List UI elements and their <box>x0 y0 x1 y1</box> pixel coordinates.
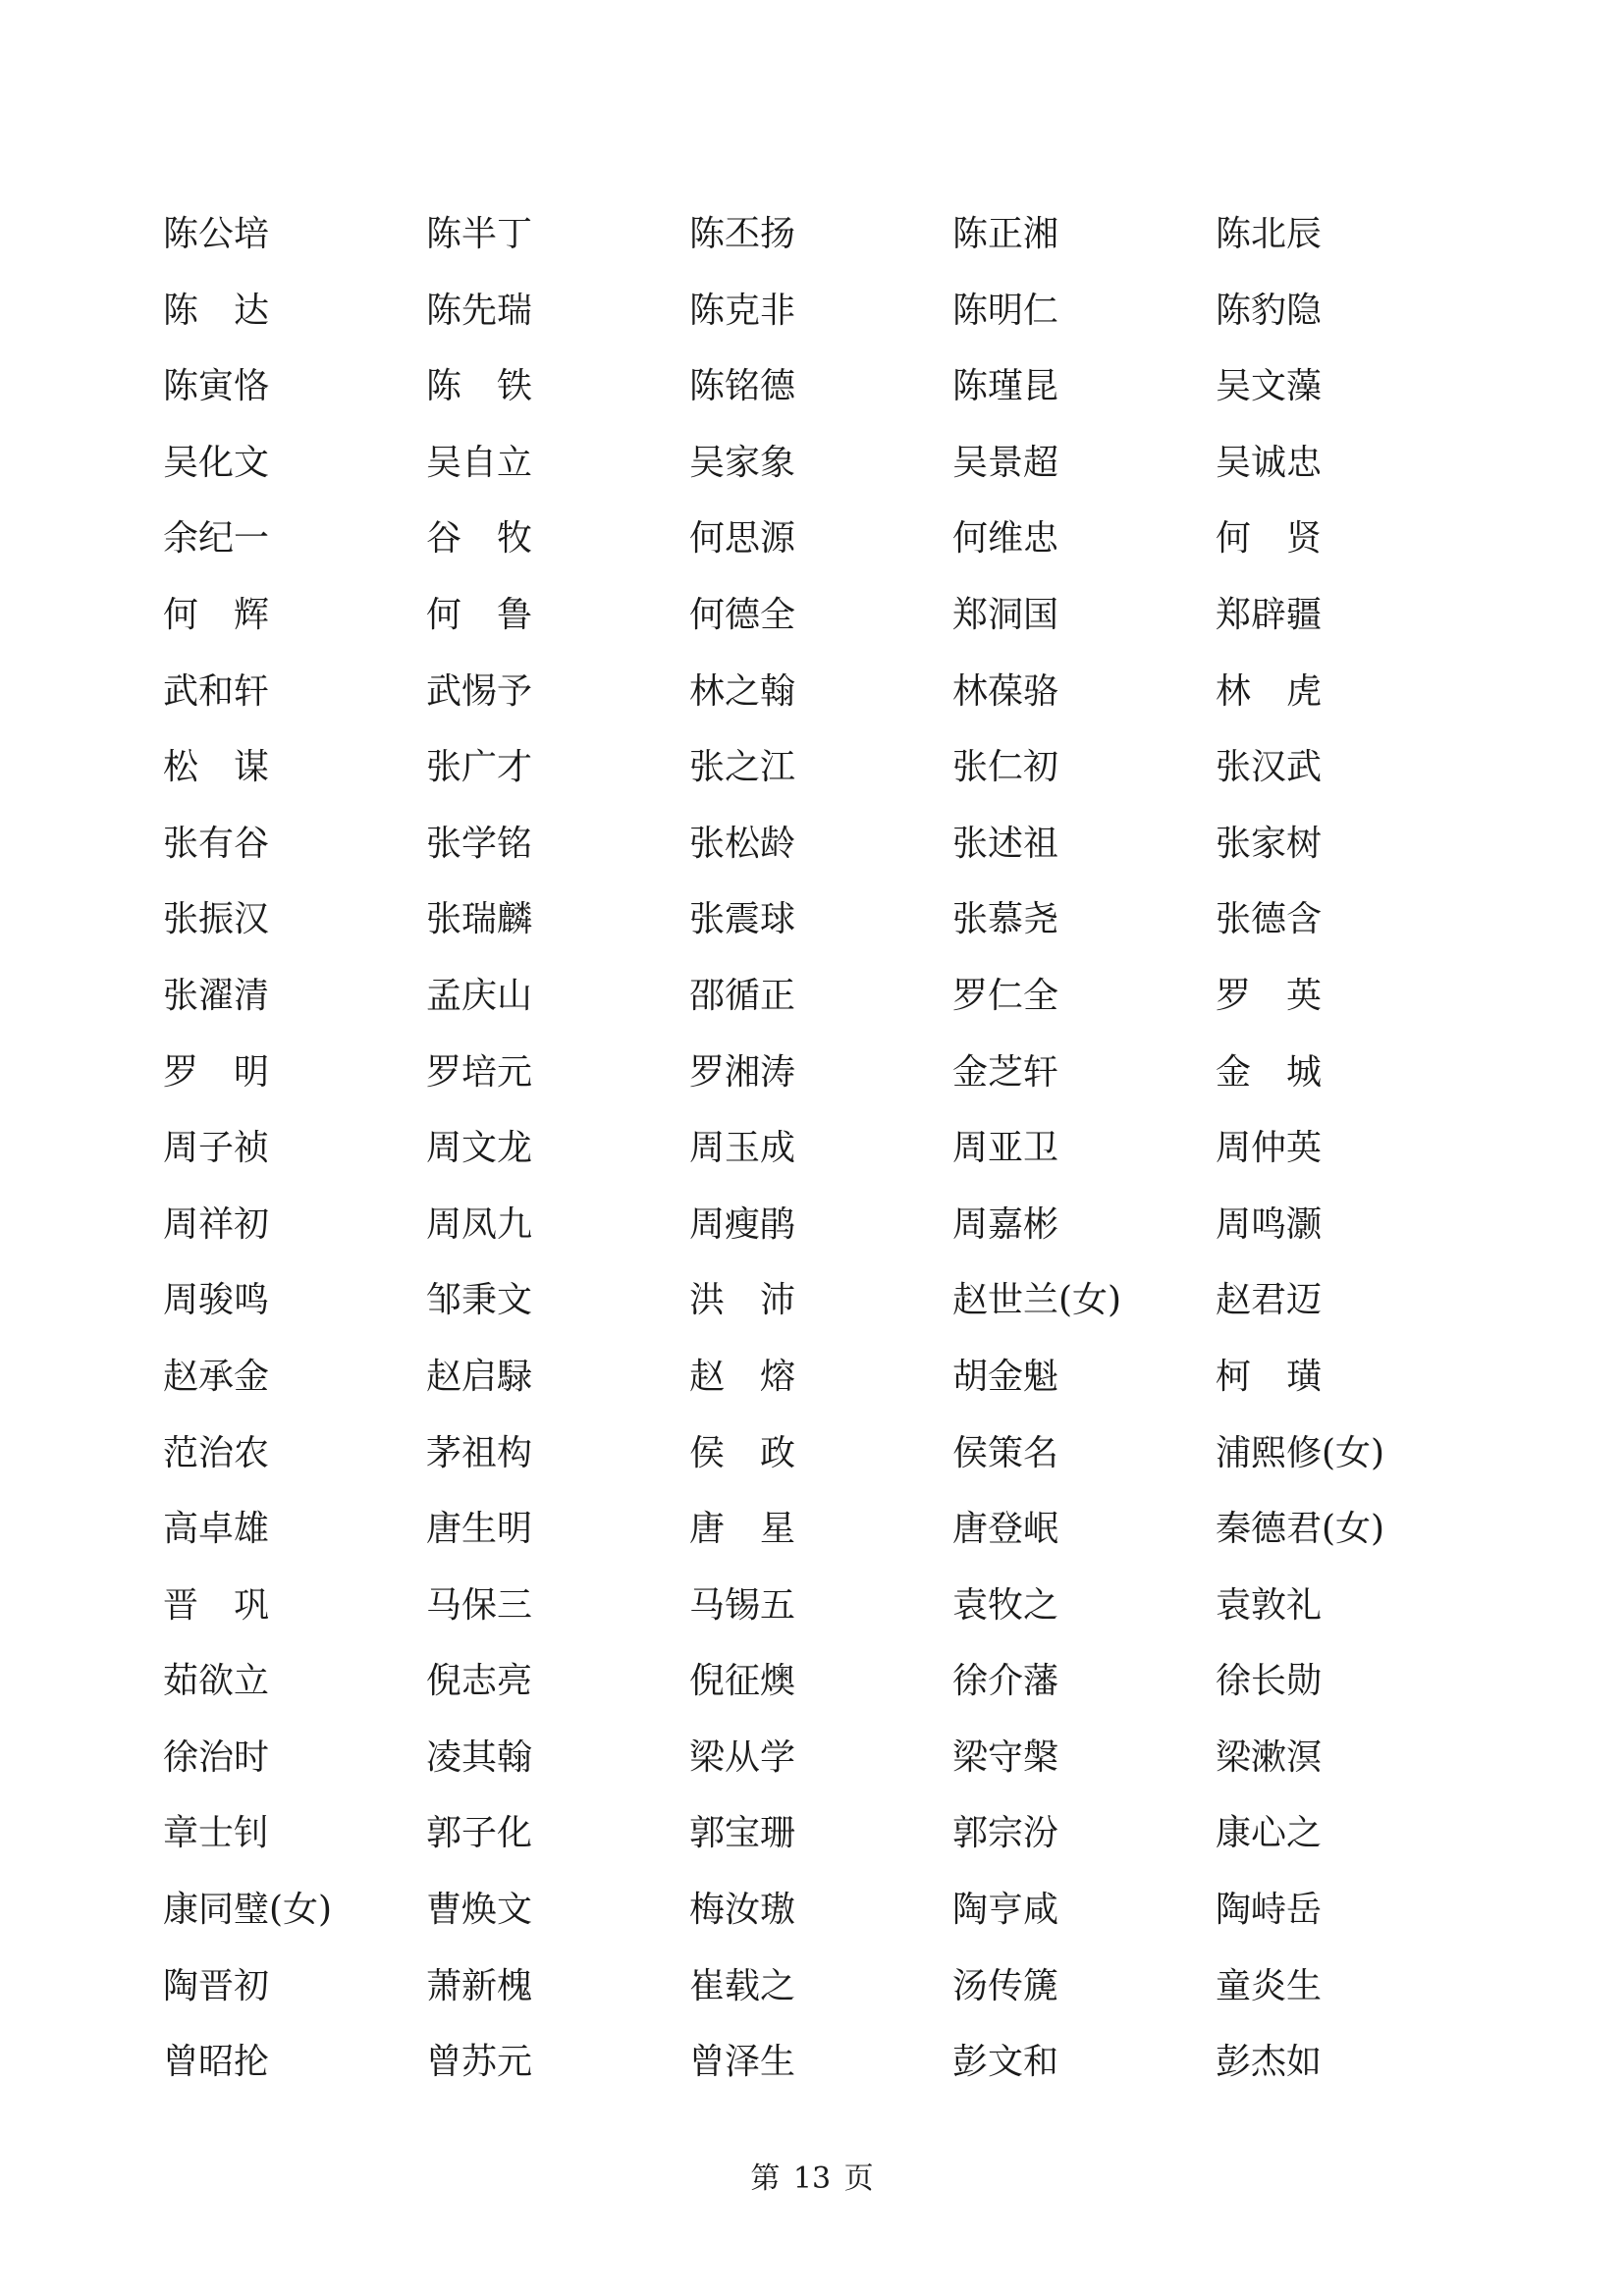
name-entry: 罗培元 <box>426 1051 533 1093</box>
name-entry: 茅祖构 <box>426 1432 533 1473</box>
name-entry: 陶亨咸 <box>952 1890 1059 1931</box>
name-entry: 童炎生 <box>1216 1965 1323 2006</box>
name-entry: 罗仁全 <box>952 975 1059 1016</box>
name-entry: 郭子化 <box>426 1813 533 1854</box>
name-entry: 邵循正 <box>689 975 796 1016</box>
name-entry: 孟庆山 <box>426 975 533 1016</box>
name-entry: 梁从学 <box>689 1736 796 1778</box>
name-entry: 康心之 <box>1216 1813 1323 1854</box>
name-entry: 何 辉 <box>163 594 270 635</box>
name-entry: 陈 铁 <box>426 366 533 407</box>
name-entry: 郑辟疆 <box>1216 594 1323 635</box>
name-entry: 马锡五 <box>689 1584 796 1626</box>
name-entry: 张振汉 <box>163 899 270 940</box>
name-entry: 周凤九 <box>426 1203 533 1245</box>
name-entry: 梁守槃 <box>952 1736 1059 1778</box>
name-entry: 陈瑾昆 <box>952 366 1059 407</box>
name-entry: 张震球 <box>689 899 796 940</box>
name-entry: 曾苏元 <box>426 2042 533 2083</box>
name-entry: 郭宗汾 <box>952 1813 1059 1854</box>
name-entry: 周仲英 <box>1216 1128 1323 1169</box>
name-entry: 周子祯 <box>163 1128 270 1169</box>
name-entry: 晋 巩 <box>163 1584 270 1626</box>
name-entry: 梅汝璈 <box>689 1890 796 1931</box>
name-entry: 罗湘涛 <box>689 1051 796 1093</box>
name-entry: 吴诚忠 <box>1216 442 1323 483</box>
name-entry: 洪 沛 <box>689 1280 796 1321</box>
name-entry: 周骏鸣 <box>163 1280 270 1321</box>
name-entry: 武和轩 <box>163 670 270 712</box>
name-entry: 陈豹隐 <box>1216 290 1323 331</box>
name-entry: 陈铭德 <box>689 366 796 407</box>
name-entry: 何 贤 <box>1216 518 1323 560</box>
name-entry: 梁漱溟 <box>1216 1736 1323 1778</box>
name-entry: 秦德君(女) <box>1216 1509 1385 1550</box>
name-entry: 张广才 <box>426 747 533 788</box>
name-entry: 林 虎 <box>1216 670 1323 712</box>
name-entry: 何 鲁 <box>426 594 533 635</box>
name-entry: 陈公培 <box>163 214 270 254</box>
name-entry: 罗 明 <box>163 1051 270 1093</box>
name-entry: 武惕予 <box>426 670 533 712</box>
name-entry: 张德含 <box>1216 899 1323 940</box>
name-entry: 萧新槐 <box>426 1965 533 2006</box>
name-entry: 唐登岷 <box>952 1509 1059 1550</box>
name-entry: 胡金魁 <box>952 1356 1059 1397</box>
name-entry: 赵君迈 <box>1216 1280 1323 1321</box>
name-entry: 郭宝珊 <box>689 1813 796 1854</box>
name-entry: 周鸣灏 <box>1216 1203 1323 1245</box>
name-entry: 周祥初 <box>163 1203 270 1245</box>
name-entry: 林之翰 <box>689 670 796 712</box>
name-entry: 吴文藻 <box>1216 366 1323 407</box>
name-entry: 徐介藩 <box>952 1661 1059 1702</box>
name-entry: 唐 星 <box>689 1509 796 1550</box>
name-entry: 彭文和 <box>952 2042 1059 2083</box>
name-entry: 茹欲立 <box>163 1661 270 1702</box>
name-entry: 松 谋 <box>163 747 270 788</box>
name-entry: 张慕尧 <box>952 899 1059 940</box>
name-entry: 陈正湘 <box>952 214 1059 254</box>
name-entry: 张汉武 <box>1216 747 1323 788</box>
name-entry: 曹焕文 <box>426 1890 533 1931</box>
name-entry: 陈北辰 <box>1216 214 1323 254</box>
name-entry: 张松龄 <box>689 823 796 864</box>
name-entry: 郑洞国 <box>952 594 1059 635</box>
name-entry: 侯 政 <box>689 1432 796 1473</box>
name-entry: 金芝轩 <box>952 1051 1059 1093</box>
name-entry: 袁牧之 <box>952 1584 1059 1626</box>
name-entry: 赵启騄 <box>426 1356 533 1397</box>
name-entry: 倪征燠 <box>689 1661 796 1702</box>
name-entry: 徐长勋 <box>1216 1661 1323 1702</box>
name-entry: 周玉成 <box>689 1128 796 1169</box>
name-entry: 余纪一 <box>163 518 270 560</box>
name-entry: 谷 牧 <box>426 518 533 560</box>
name-entry: 金 城 <box>1216 1051 1323 1093</box>
name-entry: 曾昭抡 <box>163 2042 270 2083</box>
name-entry: 吴自立 <box>426 442 533 483</box>
name-entry: 赵承金 <box>163 1356 270 1397</box>
name-entry: 高卓雄 <box>163 1509 270 1550</box>
name-entry: 浦熙修(女) <box>1216 1432 1385 1473</box>
name-entry: 张述祖 <box>952 823 1059 864</box>
name-entry: 吴化文 <box>163 442 270 483</box>
name-entry: 周瘦鹃 <box>689 1203 796 1245</box>
name-entry: 柯 璜 <box>1216 1356 1323 1397</box>
name-entry: 邹秉文 <box>426 1280 533 1321</box>
name-entry: 张家树 <box>1216 823 1323 864</box>
name-entry: 彭杰如 <box>1216 2042 1323 2083</box>
name-entry: 周嘉彬 <box>952 1203 1059 1245</box>
name-entry: 周亚卫 <box>952 1128 1059 1169</box>
name-entry: 张学铭 <box>426 823 533 864</box>
name-entry: 章士钊 <box>163 1813 270 1854</box>
name-entry: 徐治时 <box>163 1736 270 1778</box>
name-entry: 陈先瑞 <box>426 290 533 331</box>
name-entry: 何思源 <box>689 518 796 560</box>
name-entry: 吴家象 <box>689 442 796 483</box>
name-entry: 张濯清 <box>163 975 270 1016</box>
name-entry: 陈丕扬 <box>689 214 796 254</box>
name-entry: 张之江 <box>689 747 796 788</box>
name-entry: 罗 英 <box>1216 975 1323 1016</box>
name-entry: 陈克非 <box>689 290 796 331</box>
name-entry: 唐生明 <box>426 1509 533 1550</box>
name-entry: 汤传篪 <box>952 1965 1059 2006</box>
name-entry: 袁敦礼 <box>1216 1584 1323 1626</box>
name-list <box>163 206 1518 2110</box>
name-entry: 何维忠 <box>952 518 1059 560</box>
name-entry: 崔载之 <box>689 1965 796 2006</box>
name-entry: 倪志亮 <box>426 1661 533 1702</box>
name-entry: 陈明仁 <box>952 290 1059 331</box>
name-entry: 陶晋初 <box>163 1965 270 2006</box>
name-entry: 赵世兰(女) <box>952 1280 1122 1321</box>
name-entry: 陈半丁 <box>426 214 533 254</box>
name-entry: 吴景超 <box>952 442 1059 483</box>
name-entry: 陶峙岳 <box>1216 1890 1323 1931</box>
name-entry: 林葆骆 <box>952 670 1059 712</box>
name-entry: 何德全 <box>689 594 796 635</box>
name-entry: 张瑞麟 <box>426 899 533 940</box>
name-entry: 周文龙 <box>426 1128 533 1169</box>
name-entry: 康同璧(女) <box>163 1890 333 1931</box>
name-entry: 张有谷 <box>163 823 270 864</box>
page-number: 第 13 页 <box>750 2162 874 2196</box>
name-entry: 侯策名 <box>952 1432 1059 1473</box>
name-entry: 凌其翰 <box>426 1736 533 1778</box>
name-entry: 陈寅恪 <box>163 366 270 407</box>
name-entry: 赵 熔 <box>689 1356 796 1397</box>
name-entry: 马保三 <box>426 1584 533 1626</box>
name-entry: 陈 达 <box>163 290 270 331</box>
name-entry: 范治农 <box>163 1432 270 1473</box>
name-entry: 曾泽生 <box>689 2042 796 2083</box>
name-entry: 张仁初 <box>952 747 1059 788</box>
